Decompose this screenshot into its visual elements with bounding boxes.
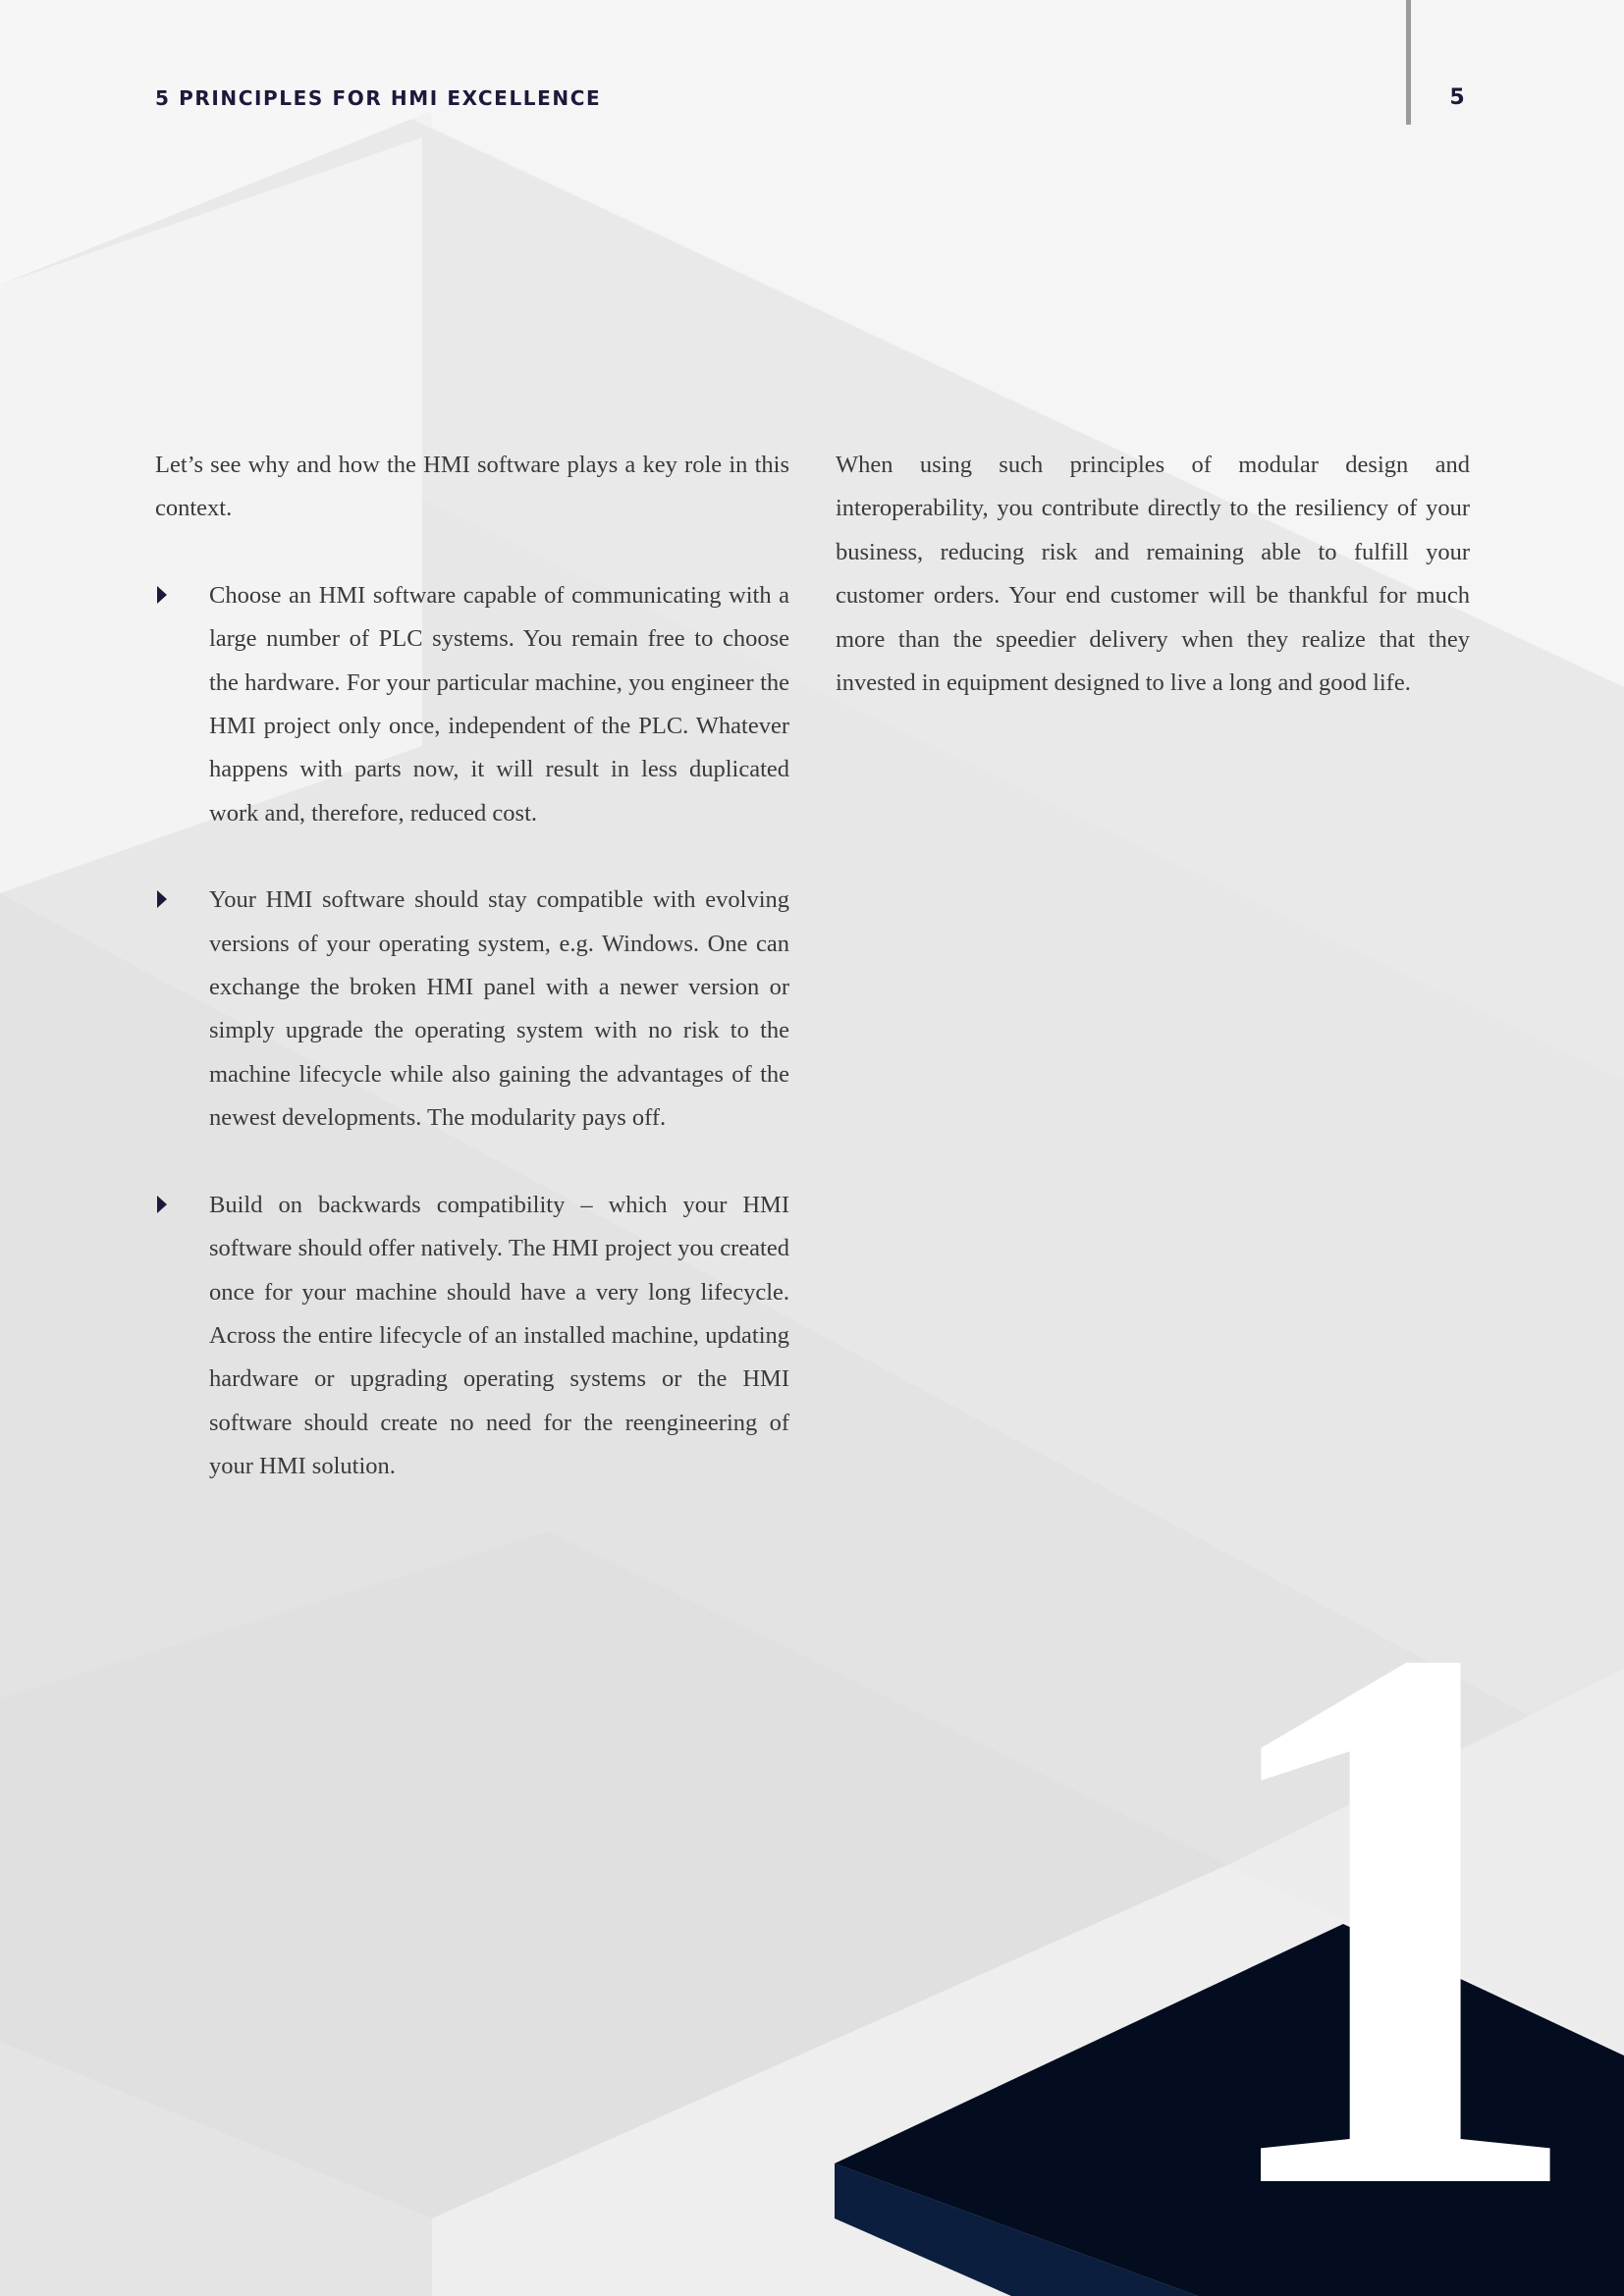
header-divider bbox=[1406, 0, 1411, 125]
triangle-bullet-icon bbox=[157, 586, 167, 604]
running-header: 5 PRINCIPLES FOR HMI EXCELLENCE bbox=[155, 86, 602, 110]
list-item-text: Your HMI software should stay compatible with evolving versions of your operating system, e.g. Windows. One can exchange the broken HMI panel with a newer version or simply upgrade the operating system with no risk to the machine lifecycle while also gaining the advantages of the newest developments. The modularity pays off. bbox=[209, 886, 789, 1132]
page-number: 5 bbox=[1449, 85, 1465, 110]
intro-paragraph: Let’s see why and how the HMI software plays a key role in this context. bbox=[155, 452, 789, 522]
list-item bbox=[155, 574, 789, 835]
list-item bbox=[155, 1184, 789, 1489]
triangle-bullet-icon bbox=[157, 890, 167, 908]
triangle-bullet-icon bbox=[157, 1196, 167, 1213]
left-column bbox=[155, 444, 789, 1532]
list-item-text: Build on backwards compatibility – which your HMI software should offer natively. The HMI project you created once for your machine should have a very long lifecycle. Across the entire lifecycle of an installed machine, updating hardware or upgrading operating systems or the HMI software should create no need for the reengineering of your HMI solution. bbox=[209, 1191, 789, 1480]
body-paragraph: When using such principles of modular design and interoperability, you contribute directly to the resiliency of your business, reducing risk and remaining able to fulfill your customer orders. Your end customer will be thankful for much more than the speedier delivery when they realize that they invested in equipment designed to live a long and good life. bbox=[836, 452, 1470, 697]
large-numeral: 1 bbox=[1198, 1482, 1591, 2296]
right-column bbox=[836, 444, 1470, 705]
principle-list bbox=[155, 574, 789, 1489]
list-item-text: Choose an HMI software capable of communicating with a large number of PLC systems. You remain free to choose the hardware. For your particular machine, you engineer the HMI project only once, independent of the PLC. Whatever happens with parts now, it will result in less duplicated work and, therefore, reduced cost. bbox=[209, 581, 789, 827]
list-item bbox=[155, 879, 789, 1140]
